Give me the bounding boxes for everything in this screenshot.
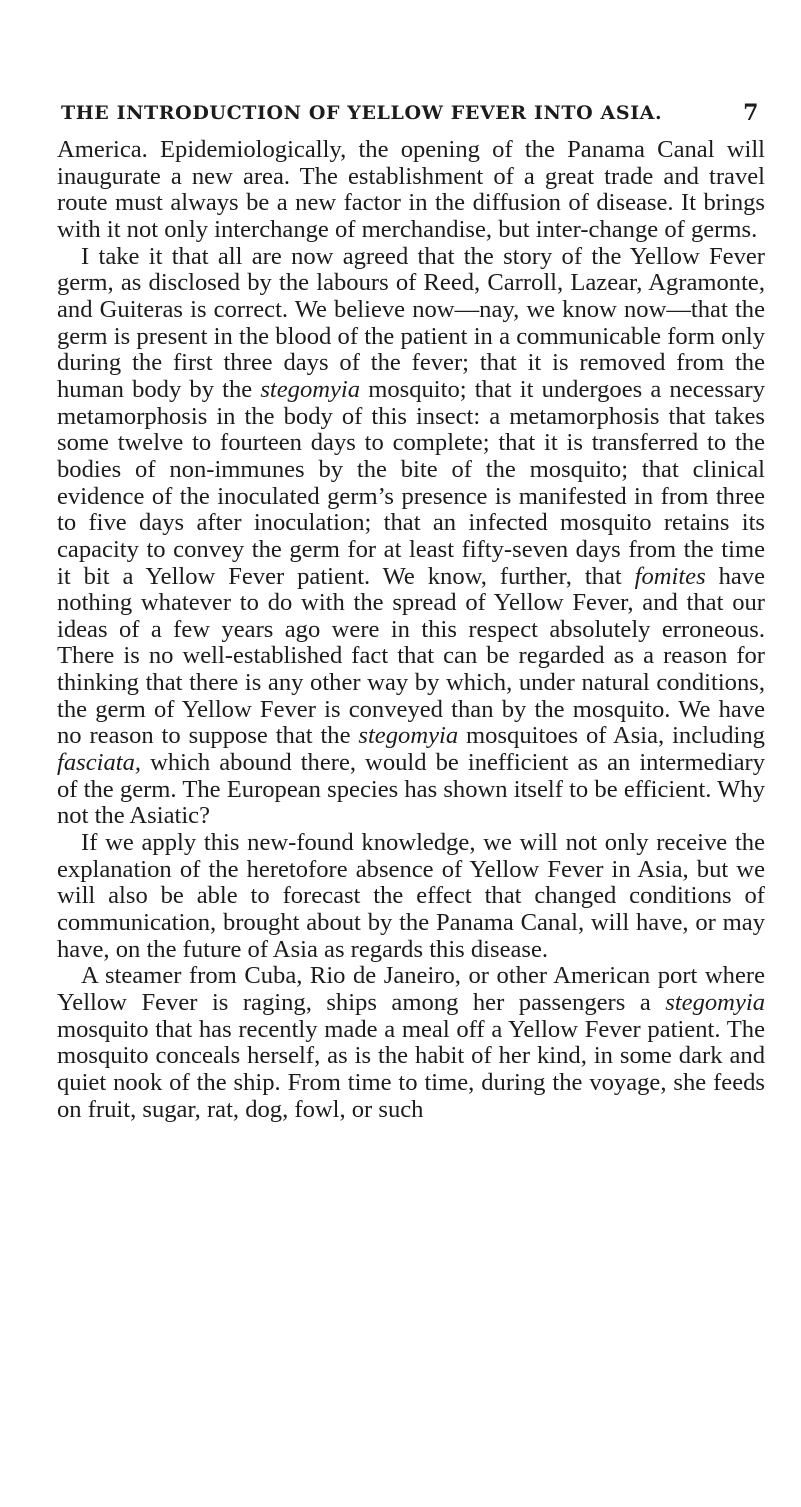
paragraph-2 [57, 244, 765, 830]
italic-term-stegomyia: stegomyia [358, 722, 459, 750]
text-segment: A steamer from Cuba, Rio de Janeiro, or other American port where Yellow Fever is raging, ships among her passengers a [57, 962, 765, 1016]
paragraph-1 [57, 137, 765, 244]
text-segment: I take it that all are now agreed that the story of the Yellow Fever germ, as disclosed by the labours of Reed, Carroll, Lazear, Agramonte, and Guiteras is correct. We believe now—nay, we know now—that the germ is present in the blood of the patient in a communicable form only during the first three days of the fever; that it is removed from the human body by the [57, 242, 765, 403]
paragraph-4 [57, 963, 765, 1123]
text-segment: mosquito that has recently made a meal off a Yellow Fever patient. The mosquito conceals herself, as is the habit of her kind, in some dark and quiet nook of the ship. From time to time, during the voyage, she feeds on fruit, sugar, rat, dog, fowl, or such [57, 1015, 765, 1123]
running-head-title: THE INTRODUCTION OF YELLOW FEVER INTO ASIA. [61, 102, 663, 124]
italic-term-fomites: fomites [634, 562, 706, 590]
italic-term-stegomyia: stegomyia [260, 375, 361, 403]
running-head [57, 100, 765, 126]
body-text [57, 137, 765, 1123]
text-segment: mosquitoes of Asia, including [458, 722, 765, 750]
text-segment: If we apply this new-found knowledge, we will not only receive the explanation of the heretofore absence of Yellow Fever in Asia, but we will also be able to forecast the effect that changed conditions of communication, brought about by the Panama Canal, will have, or may have, on the future of Asia as regards this disease. [57, 829, 765, 963]
text-segment: have nothing whatever to do with the spread of Yellow Fever, and that our ideas of a few years ago were in this respect absolutely erroneous. There is no well-established fact that can be regarded as a reason for thinking that there is any other way by which, under natural conditions, the germ of Yellow Fever is conveyed than by the mosquito. We have no reason to suppose that the [57, 562, 765, 750]
italic-term-fasciata: fasciata, [57, 749, 142, 777]
text-segment: mosquito; that it undergoes a necessary metamorphosis in the body of this insect: a metamorphosis that takes some twelve to fourteen days to complete; that it is transferred to the bodies of non-immunes by the bite of the mosquito; that clinical evidence of the inoculated germ’s presence is manifested in from three to five days after inoculation; that an infected mosquito retains its capacity to convey the germ for at least fifty-seven days from the time it bit a Yellow Fever patient. We know, further, that [57, 375, 766, 590]
text-segment: which abound there, would be inefficient as an intermediary of the germ. The European species has shown itself to be efficient. Why not the Asiatic? [57, 749, 765, 830]
paragraph-3 [57, 830, 765, 963]
text-segment: America. Epidemiologically, the opening of the Panama Canal will inaugurate a new area. The establishment of a great trade and travel route must always be a new factor in the diffusion of disease. It brings with it not only interchange of merchandise, but inter-change of germs. [57, 136, 765, 243]
page-number: 7 [743, 100, 759, 126]
italic-term-stegomyia: stegomyia [665, 989, 765, 1016]
